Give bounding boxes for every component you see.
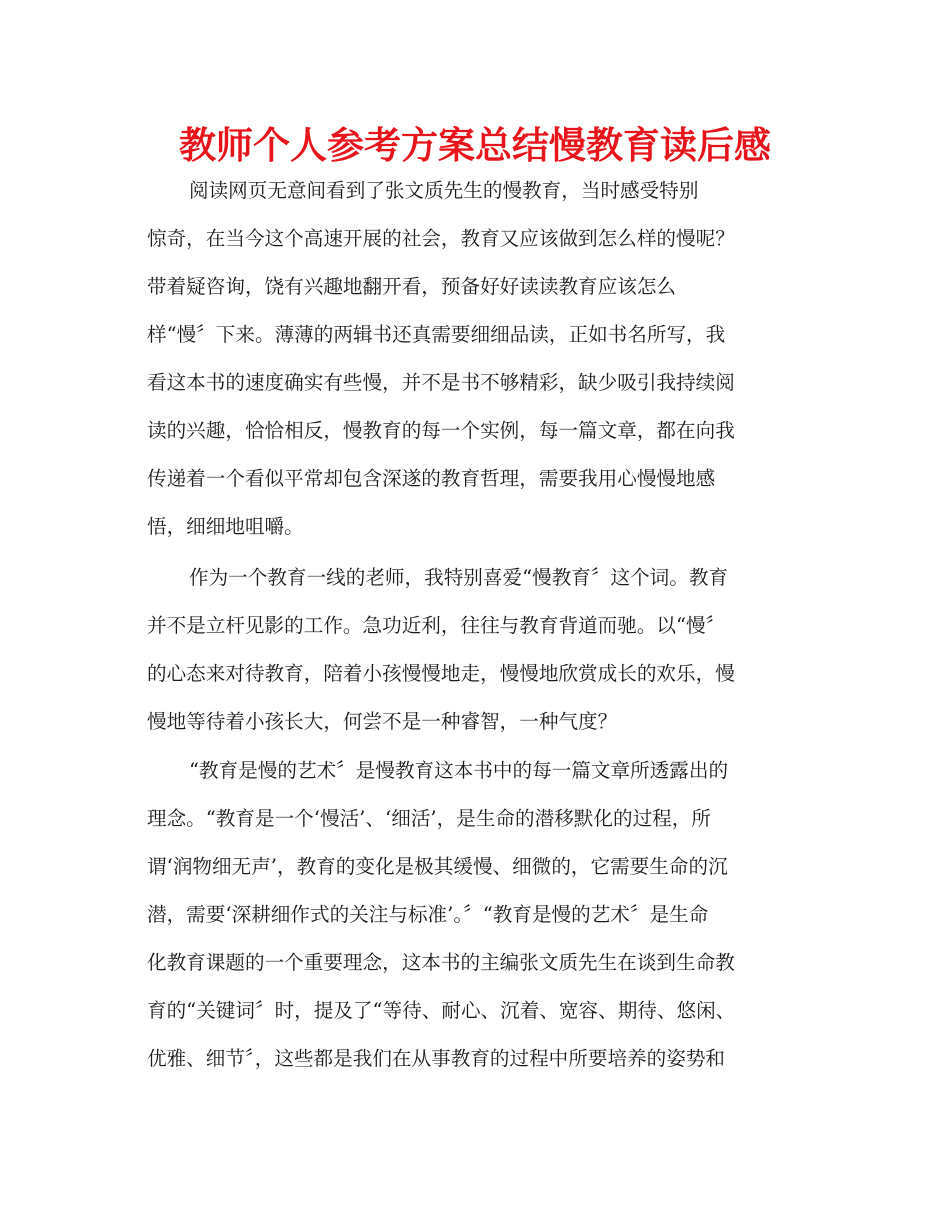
paragraph-line: 谓‘润物细无声’，教育的变化是极其缓慢、细微的，它需要生命的沉 [147, 855, 728, 878]
paragraph-line: 阅读网页无意间看到了张文质先生的慢教育，当时感受特别 [189, 179, 699, 202]
paragraph-line: 化教育课题的一个重要理念，这本书的主编张文质先生在谈到生命教 [147, 951, 735, 974]
paragraph-line: 悟，细细地咀嚼。 [147, 515, 304, 538]
paragraph-line: 潜，需要‘深耕细作式的关注与标准’。〞“教育是慢的艺术〞是生命 [147, 903, 709, 926]
paragraph-line: 育的“关键词〞时，提及了“等待、耐心、沉着、宽容、期待、悠闲、 [147, 999, 736, 1022]
paragraph-line: 样“慢〞下来。薄薄的两辑书还真需要细细品读，正如书名所写，我 [147, 323, 726, 346]
paragraph-line: 惊奇，在当今这个高速开展的社会，教育又应该做到怎么样的慢呢？ [147, 227, 735, 250]
document-title: 教师个人参考方案总结慢教育读后感 [179, 123, 771, 167]
paragraph-line: 看这本书的速度确实有些慢，并不是书不够精彩，缺少吸引我持续阅 [147, 371, 735, 394]
paragraph-line: 作为一个教育一线的老师，我特别喜爱“慢教育〞这个词。教育 [189, 566, 729, 589]
paragraph-line: 的心态来对待教育，陪着小孩慢慢地走，慢慢地欣赏成长的欢乐，慢 [147, 662, 735, 685]
paragraph-line: 优雅、细节〞，这些都是我们在从事教育的过程中所要培养的姿势和 [147, 1047, 726, 1070]
paragraph-line: 理念。“教育是一个‘慢活’、‘细活’，是生命的潜移默化的过程，所 [147, 807, 711, 830]
paragraph-line: 并不是立杆见影的工作。急功近利，往往与教育背道而驰。以“慢〞 [147, 614, 726, 637]
paragraph-line: 传递着一个看似平常却包含深遂的教育哲理，需要我用心慢慢地感 [147, 467, 716, 490]
paragraph-line: 读的兴趣，恰恰相反，慢教育的每一个实例，每一篇文章，都在向我 [147, 419, 735, 442]
paragraph-line: “教育是慢的艺术〞是慢教育这本书中的每一篇文章所透露出的 [189, 759, 729, 782]
paragraph-line: 带着疑咨询，饶有兴趣地翻开看，预备好好读读教育应该怎么 [147, 275, 677, 298]
paragraph-line: 慢地等待着小孩长大，何尝不是一种睿智，一种气度？ [147, 710, 618, 733]
